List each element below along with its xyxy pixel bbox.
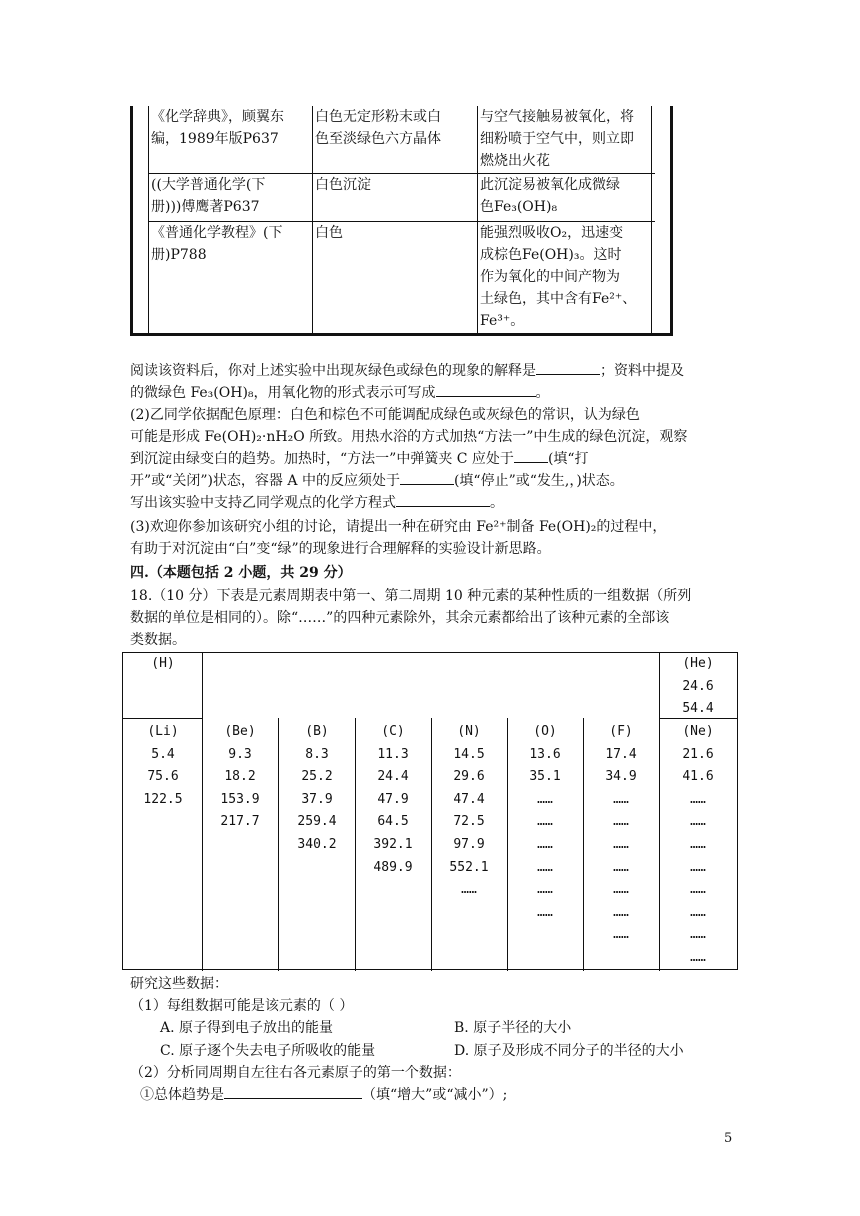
text-span: ；资料中提及	[600, 363, 684, 379]
element-value: 21.6	[682, 746, 714, 762]
option-a: A. 原子得到电子放出的能量	[160, 1020, 334, 1036]
element-value: ……	[690, 814, 706, 830]
element-value: ……	[690, 927, 706, 943]
element-value: 54.4	[682, 701, 714, 717]
element-symbol: (Ne)	[682, 724, 714, 739]
element-symbol: (He)	[682, 656, 714, 671]
element-value: 64.5	[377, 814, 409, 830]
element-value: 340.2	[297, 836, 337, 852]
element-column	[355, 721, 431, 879]
text-span: 。	[535, 385, 550, 401]
element-value: 13.6	[529, 746, 561, 762]
element-value: 489.9	[373, 859, 413, 875]
element-value: 9.3	[228, 746, 252, 762]
element-value: 75.6	[147, 769, 179, 785]
table-cell-line: 能强烈吸收O₂，迅速变	[480, 225, 624, 241]
element-column	[202, 721, 278, 834]
text-span: 的微绿色 Fe₃(OH)₈，用氧化物的形式表示可写成	[130, 385, 436, 401]
table-cell-line: 此沉淀易被氧化成微绿	[480, 177, 620, 193]
answer-blank[interactable]	[396, 494, 490, 507]
element-value: ……	[613, 836, 629, 852]
element-value: 41.6	[682, 769, 714, 785]
element-value: 8.3	[305, 746, 329, 762]
element-value: ……	[690, 882, 706, 898]
text-span: 写出该实验中支持乙同学观点的化学方程式	[130, 495, 396, 511]
table-cell-line: 燃烧出火花	[480, 153, 550, 169]
table-cell-line: 白色沉淀	[315, 177, 371, 193]
element-value: 18.2	[224, 769, 256, 785]
element-symbol: (F)	[609, 724, 633, 739]
element-value: 29.6	[453, 769, 485, 785]
table-cell-line: ((大学普通化学(下	[151, 177, 266, 193]
answer-blank[interactable]	[400, 472, 454, 485]
element-value: ……	[613, 882, 629, 898]
text-span: 到沉淀由绿变白的趋势。加热时，“方法一”中弹簧夹 C 应处于	[130, 451, 514, 467]
reference-table	[130, 106, 673, 336]
text-span: （填“增大”或“减小”）;	[362, 1087, 508, 1103]
element-column	[431, 721, 507, 902]
section-heading: 四.（本题包括 2 小题，共 29 分）	[130, 565, 352, 581]
table-divider	[148, 106, 149, 333]
text-span: ①总体趋势是	[140, 1087, 224, 1103]
element-column	[507, 721, 583, 924]
question-text: 18.（10 分）下表是元素周期表中第一、第二周期 10 种元素的某种性质的一组数据（所列	[130, 588, 692, 604]
element-value: 47.9	[377, 791, 409, 807]
question-text: （2）分析同周期自左往右各元素原子的第一个数据：	[130, 1065, 461, 1081]
element-value: 47.4	[453, 791, 485, 807]
element-value: 37.9	[301, 791, 333, 807]
answer-blank[interactable]	[224, 1086, 362, 1099]
table-divider	[312, 106, 313, 333]
paragraph	[130, 362, 684, 380]
text-span: 开”或“关闭”)状态，容器 A 中的反应须处于	[130, 473, 400, 489]
paragraph: (3)欢迎你参加该研究小组的讨论，请提出一种在研究由 Fe²⁺制备 Fe(OH)₂的过程中，	[130, 519, 667, 535]
element-column	[660, 721, 736, 970]
table-cell-line: 白色	[315, 225, 343, 241]
question-text: 类数据。	[130, 632, 186, 648]
page-number: 5	[724, 1131, 733, 1146]
element-value: ……	[537, 904, 553, 920]
element-value: ……	[690, 949, 706, 965]
table-cell-line: 作为氧化的中间产物为	[480, 269, 620, 285]
element-value: 34.9	[605, 769, 637, 785]
element-value: 392.1	[373, 836, 413, 852]
table-cell-line: 细粉喷于空气中，则立即	[480, 131, 634, 147]
question-text	[140, 1086, 507, 1104]
element-value: 72.5	[453, 814, 485, 830]
element-value: ……	[690, 859, 706, 875]
table-cell-line: 册)))傅鹰著P637	[151, 199, 260, 215]
element-value: 35.1	[529, 769, 561, 785]
answer-blank[interactable]	[536, 362, 600, 375]
table-divider	[477, 106, 478, 333]
element-symbol: (Li)	[147, 724, 179, 739]
element-value: 25.2	[301, 769, 333, 785]
option-c: C. 原子逐个失去电子所吸收的能量	[160, 1043, 376, 1059]
element-value: 17.4	[605, 746, 637, 762]
paragraph: 可能是形成 Fe(OH)₂·nH₂O 所致。用热水浴的方式加热“方法一”中生成的绿色沉淀，观察	[130, 429, 688, 445]
element-value: ……	[613, 927, 629, 943]
table-cell-line: 《化学辞典》，顾翼东	[151, 109, 284, 125]
table-cell-line: 土绿色，其中含有Fe²⁺、	[480, 291, 637, 307]
element-value: 14.5	[453, 746, 485, 762]
element-value: ……	[690, 904, 706, 920]
element-symbol: (B)	[305, 724, 329, 739]
paragraph: (2)乙同学依据配色原理：白色和棕色不可能调配成绿色或灰绿色的常识，认为绿色	[130, 407, 640, 423]
element-value: ……	[613, 859, 629, 875]
question-text: （1）每组数据可能是该元素的（ ）	[130, 998, 354, 1014]
element-value: ……	[461, 882, 477, 898]
element-h-cell	[125, 653, 201, 676]
table-divider	[651, 106, 652, 333]
element-value: ……	[537, 836, 553, 852]
option-d: D. 原子及形成不同分子的半径的大小	[454, 1043, 684, 1059]
text-span: (填“停止”或“发生,，)状态。	[453, 473, 624, 489]
paragraph	[130, 384, 550, 402]
element-column	[125, 721, 201, 811]
text-span: 阅读该资料后，你对上述实验中出现灰绿色或绿色的现象的解释是	[130, 363, 536, 379]
element-value: 24.4	[377, 769, 409, 785]
table-cell-line: 白色无定形粉末或白	[315, 109, 441, 125]
element-value: ……	[537, 791, 553, 807]
paragraph	[130, 472, 624, 490]
element-value: 5.4	[151, 746, 175, 762]
element-symbol: (H)	[151, 656, 175, 671]
element-value: ……	[690, 791, 706, 807]
element-symbol: (Be)	[224, 724, 256, 739]
element-data-table	[122, 652, 738, 970]
element-symbol: (C)	[381, 724, 405, 739]
element-value: 97.9	[453, 836, 485, 852]
text-span: (填“打	[547, 451, 589, 467]
element-he-cell	[660, 653, 736, 721]
element-value: 153.9	[220, 791, 260, 807]
element-value: ……	[537, 882, 553, 898]
element-value: ……	[537, 814, 553, 830]
answer-blank[interactable]	[436, 384, 536, 397]
question-text: 数据的单位是相同的）。除“……”的四种元素除外，其余元素都给出了该种元素的全部该	[130, 610, 670, 626]
table-cell-line: 《普通化学教程》(下	[151, 225, 283, 241]
element-value: ……	[613, 814, 629, 830]
element-value: 217.7	[220, 814, 260, 830]
element-value: ……	[613, 791, 629, 807]
paragraph: 研究这些数据：	[130, 976, 228, 992]
element-value: ……	[690, 836, 706, 852]
element-value: ……	[613, 904, 629, 920]
element-value: ……	[537, 859, 553, 875]
table-cell-line: 与空气接触易被氧化，将	[480, 109, 634, 125]
element-value: 552.1	[449, 859, 489, 875]
element-value: 259.4	[297, 814, 337, 830]
paragraph: 有助于对沉淀由“白”变“绿”的现象进行合理解释的实验设计新思路。	[130, 541, 551, 557]
paragraph	[130, 450, 589, 468]
table-cell-line: 编，1989年版P637	[151, 131, 279, 147]
element-symbol: (N)	[457, 724, 481, 739]
paragraph	[130, 494, 504, 512]
element-symbol: (O)	[533, 724, 557, 739]
element-column	[583, 721, 659, 947]
element-value: 122.5	[143, 791, 183, 807]
table-cell-line: 色Fe₃(OH)₈	[480, 199, 558, 215]
element-value: 24.6	[682, 678, 714, 694]
table-divider	[123, 718, 202, 719]
table-cell-line: 成棕色Fe(OH)₃。这时	[480, 247, 622, 263]
answer-blank[interactable]	[514, 450, 548, 463]
table-cell-line: 册)P788	[151, 247, 207, 263]
table-cell-line: Fe³⁺。	[480, 313, 525, 329]
option-b: B. 原子半径的大小	[454, 1020, 572, 1036]
text-span: 。	[490, 495, 504, 511]
element-column	[279, 721, 355, 857]
table-cell-line: 色至淡绿色六方晶体	[315, 131, 441, 147]
element-value: 11.3	[377, 746, 409, 762]
